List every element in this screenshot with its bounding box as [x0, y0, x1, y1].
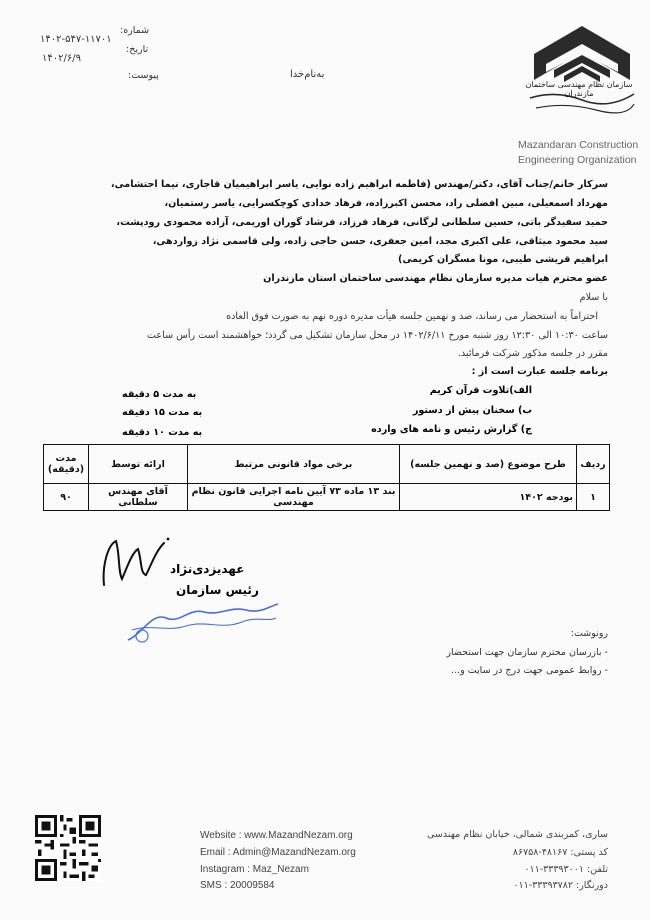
recipient-line-1: سرکار خانم/جناب آقای، دکتر/مهندس (فاطمه ابراهیم زاده نوایی، یاسر ابراهیمیان قاجاری، نیما احتشامی، [110, 179, 608, 190]
footer-website: Website : www.MazandNezam.org [200, 830, 353, 841]
footer-sms: SMS : 20009584 [200, 880, 275, 891]
table-cell-duration: ۹۰ [44, 484, 89, 511]
table-cell-topic: بودجه ۱۴۰۲ [400, 484, 577, 511]
column-header-duration [44, 445, 89, 484]
qr-code [35, 815, 101, 881]
column-header-presenter: ارائه توسط [89, 445, 188, 484]
signer-title: رئیس سازمان [176, 583, 259, 597]
cc-title: رونوشت: [570, 628, 608, 639]
salutation: با سلام [579, 292, 608, 303]
table-cell-legal-articles: بند ۱۳ ماده ۷۳ آیین نامه اجرایی قانون نظام مهندسی [188, 484, 400, 511]
organization-stamp [122, 600, 282, 646]
recipient-line-2: مهرداد اسمعیلی، مبین افضلی راد، محسن اکبرزاده، فرهاد خدادی کوچکسرایی، یاسر رستمیان، [164, 198, 608, 209]
column-header-legal-articles: برخی مواد قانونی مرتبط [188, 445, 400, 484]
duration-header-label: مدت [55, 453, 77, 464]
program-duration-1: به مدت ۵ دقیقه [122, 389, 197, 400]
number-label: شماره: [120, 25, 150, 36]
org-name-persian: سازمان نظام مهندسی ساختمان مازندران [525, 80, 633, 98]
column-header-topic: طرح موضوع (صد و نهمین جلسه) [400, 445, 577, 484]
org-name-english-1: Mazandaran Construction [518, 139, 639, 151]
recipient-line-4: سید محمود میثاقی، علی اکبری مجد، امین جعفری، حسن حاجی زاده، ولی قاسمی نژاد زواردهی، [152, 236, 608, 247]
duration-header-unit: (دقیقه) [47, 464, 85, 475]
date-label: تاریخ: [126, 44, 149, 55]
agenda-table [43, 444, 610, 511]
attachment-label: پیوست: [128, 70, 159, 81]
program-duration-2: به مدت ۱۵ دقیقه [122, 407, 203, 418]
cc-item-1: - بازرسان محترم سازمان جهت استحضار [446, 647, 608, 658]
footer-email: Email : Admin@MazandNezam.org [200, 847, 356, 858]
body-line-3: مقرر در جلسه مذکور شرکت فرمائید. [457, 348, 608, 359]
program-duration-3: به مدت ۱۰ دقیقه [122, 427, 203, 438]
program-item-3: ج) گزارش رئیس و نامه های وارده [371, 424, 532, 435]
footer-postal-code: کد پستی: ۴۸۱۶۷-۸۶۷۵۸ [512, 847, 608, 858]
footer-fax: دورنگار: ۳۳۳۹۳۷۸۲-۰۱۱ [513, 880, 608, 891]
signer-name: عهدیزدی‌نژاد [170, 562, 245, 576]
table-cell-row-number: ۱ [577, 484, 610, 511]
body-line-1: احتراماً به استحضار می رساند، صد و نهمین جلسه هیأت مدیره دوره نهم به صورت فوق العاده [226, 311, 598, 322]
footer-instagram: Instagram : Maz_Nezam [200, 864, 309, 875]
program-item-2: ب) سخنان پیش از دستور [412, 405, 532, 416]
table-cell-presenter: آقای مهندس سلطانی [89, 484, 188, 511]
date-value: ۱۴۰۲/۶/۹ [42, 53, 81, 64]
program-item-1: الف)تلاوت قرآن کریم [429, 385, 532, 396]
table-header-row [44, 445, 610, 484]
org-name-english-2: Engineering Organization [518, 154, 637, 166]
footer-address: ساری، کمربندی شمالی، خیابان نظام مهندسی [426, 829, 608, 840]
recipient-line-3: حمید سفیدگر باتی، حسین سلطانی لرگانی، فرهاد فرزاد، فرشاد گوران اوریمی، آزاده محمودی رودپشت، [116, 217, 608, 228]
footer-phone: تلفن: ۳۳۳۹۳۰۰۱-۰۱۱ [524, 864, 608, 875]
organization-logo [526, 20, 638, 116]
table-row [44, 484, 610, 511]
cc-item-2: - روابط عمومی جهت درج در سایت و... [451, 665, 608, 676]
invocation: به‌نام‌خدا [290, 69, 325, 80]
recipient-line-5: ابراهیم قریشی طیبی، مونا مسگران کریمی) [397, 254, 608, 265]
body-line-2: ساعت ۱۰:۳۰ الی ۱۲:۳۰ روز شنبه مورخ ۱۴۰۲/۶/۱۱ در محل سازمان تشکیل می گردد؛ خواهشمند است رأس ساعت [147, 330, 608, 341]
column-header-row-number: ردیف [577, 445, 610, 484]
program-title: برنامه جلسه عبارت است از : [471, 366, 608, 377]
recipient-title: عضو محترم هیات مدیره سازمان نظام مهندسی ساختمان استان مازندران [263, 273, 608, 284]
number-value: ۱۴۰۲-۵۴۷-۱۱۷۰۱ [40, 34, 112, 45]
